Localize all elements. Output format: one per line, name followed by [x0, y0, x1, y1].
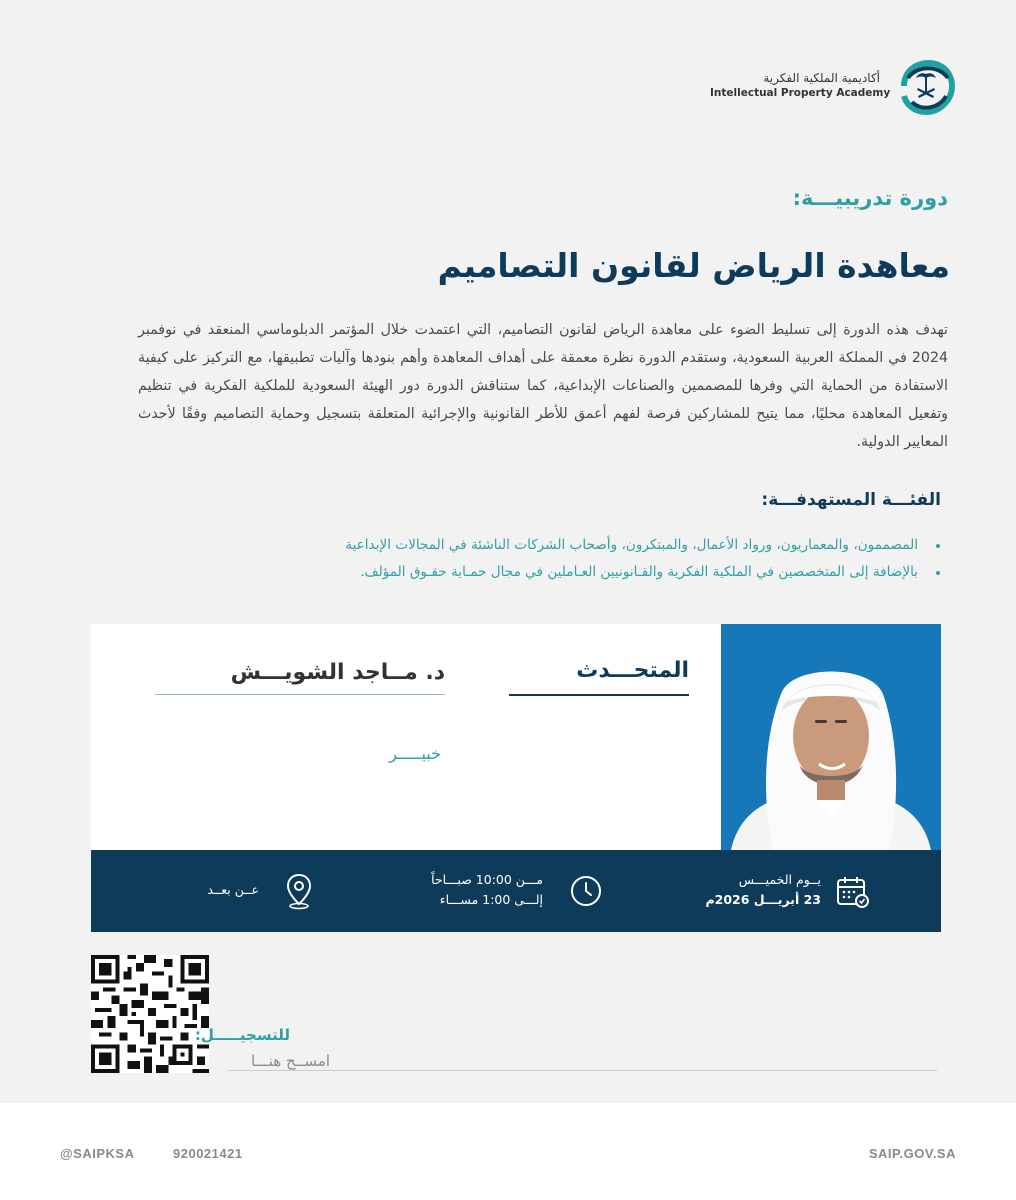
schedule-time-to: إلـــى 1:00 مســـاء	[439, 892, 543, 907]
schedule-bar	[91, 850, 941, 932]
schedule-day: يــوم الخميـــس	[738, 872, 821, 887]
audience-title: الفئـــة المستهدفـــة:	[761, 490, 941, 510]
speaker-role: خبيـــــر	[389, 744, 441, 763]
phone-number[interactable]: 920021421	[173, 1146, 243, 1161]
divider	[155, 694, 445, 695]
schedule-location: عــن بعــد	[207, 882, 259, 897]
list-item: بالإضافة إلى المتخصصين في الملكية الفكرية والقـانونيين العـاملين في مجال حمـاية حقـوق المؤلف.	[164, 559, 944, 586]
list-item: المصممون، والمعماريون، ورواد الأعمال، والمبتكرون، وأصحاب الشركات الناشئة في المجالات الإبداعية	[164, 532, 944, 559]
course-title: معاهدة الرياض لقانون التصاميم	[437, 246, 950, 285]
schedule-date: 23 أبريـــل 2026م	[705, 892, 821, 907]
speaker-info-panel	[91, 624, 722, 850]
course-description: تهدف هذه الدورة إلى تسليط الضوء على معاهدة الرياض لقانون التصاميم، التي اعتمدت خلال المؤتمر الدبلوماسي المنعقد في نوفمبر 2024 في المملكة العربية السعودية، وستقدم الدورة نظرة معمقة على أهداف المعاهدة وأهم بنودها وآليات تطبيقها، مع التركيز على كيفية الاستفادة من الحماية التي وفرها للمصممين والصناعات الإبداعية، كما ستناقش الدورة دور الهيئة السعودية للملكية الفكرية في تنظيم وتفعيل المعاهدة محليًا، مما يتيح للمشاركين فرصة لفهم أعمق للأطر القانونية والإجرائية المتعلقة بتسجيل وحماية التصاميم وفقًا لأحدث المعايير الدولية.	[138, 322, 948, 450]
footer	[0, 1103, 1016, 1200]
speaker-card	[91, 624, 941, 932]
logo-english: Intellectual Property Academy	[710, 87, 891, 99]
logo-text	[710, 70, 891, 100]
academy-emblem-icon	[894, 56, 958, 118]
location-pin-icon	[285, 872, 313, 910]
speaker-portrait-icon	[721, 624, 941, 850]
registration-title: للتسجيـــــل:	[194, 1026, 290, 1044]
speaker-label: المتحـــدث	[576, 658, 689, 683]
schedule-time-from: مـــن 10:00 صبـــاحاً	[431, 872, 543, 887]
divider	[228, 1070, 937, 1071]
logo-arabic: أكاديمية الملكية الفكرية	[763, 71, 880, 85]
audience-list	[164, 532, 944, 586]
social-handle[interactable]: @SAIPKSA	[60, 1146, 135, 1161]
academy-logo	[710, 56, 958, 118]
registration-subtitle: امســح هنـــا	[250, 1052, 330, 1070]
registration-qr-code[interactable]	[91, 955, 209, 1073]
course-kicker: دورة تدريبيـــة:	[792, 186, 948, 210]
speaker-photo	[721, 624, 941, 850]
speaker-name: د. مــاجد الشويـــش	[230, 660, 445, 685]
divider	[509, 694, 689, 696]
website-link[interactable]: SAIP.GOV.SA	[868, 1146, 956, 1161]
clock-icon	[569, 874, 603, 908]
calendar-icon	[835, 874, 871, 910]
